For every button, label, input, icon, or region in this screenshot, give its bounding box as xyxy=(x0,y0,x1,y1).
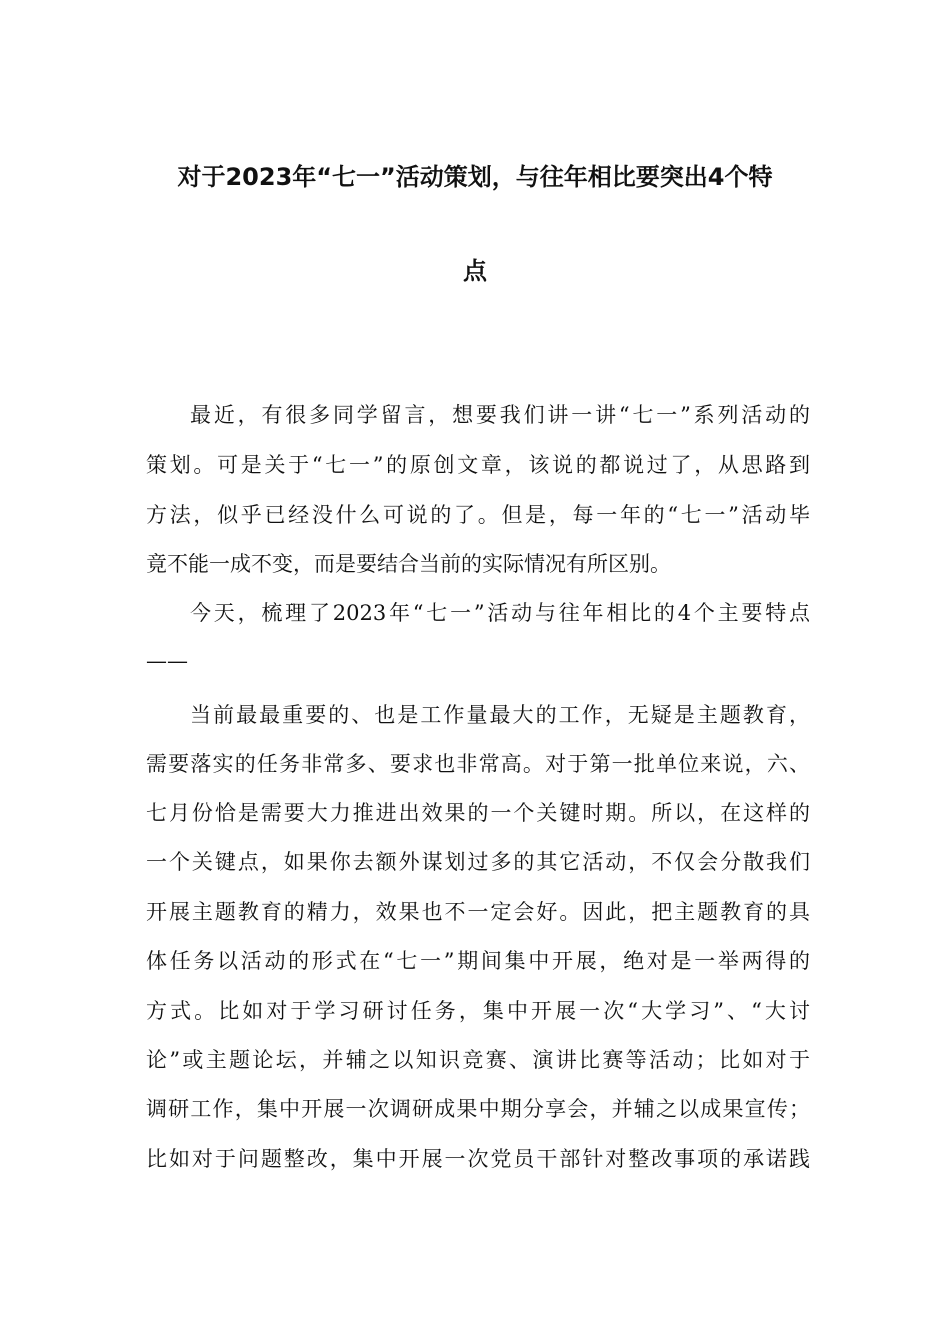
paragraph-line: 今天，梳理了2023年“七一”活动与往年相比的4个主要特点 xyxy=(190,601,810,625)
paragraph-line: 体任务以活动的形式在“七一”期间集中开展，绝对是一举两得的 xyxy=(146,949,810,973)
em-dash-line: —— xyxy=(146,649,188,673)
paragraph-line: 最近，有很多同学留言，想要我们讲一讲“七一”系列活动的 xyxy=(190,403,810,427)
paragraph-line: 竟不能一成不变，而是要结合当前的实际情况有所区别。 xyxy=(146,552,671,576)
paragraph-line: 一个关键点，如果你去额外谋划过多的其它活动，不仅会分散我们 xyxy=(146,850,810,874)
paragraph-line: 策划。可是关于“七一”的原创文章，该说的都说过了，从思路到 xyxy=(146,453,810,477)
paragraph-line: 七月份恰是需要大力推进出效果的一个关键时期。所以，在这样的 xyxy=(146,801,810,825)
paragraph-line: 调研工作，集中开展一次调研成果中期分享会，并辅之以成果宣传； xyxy=(146,1097,810,1121)
document-title-line-1: 对于2023年“七一”活动策划，与往年相比要突出4个特 xyxy=(177,163,773,191)
paragraph-line: 开展主题教育的精力，效果也不一定会好。因此，把主题教育的具 xyxy=(146,900,810,924)
document-title-line-2: 点 xyxy=(463,257,487,285)
paragraph-line: 需要落实的任务非常多、要求也非常高。对于第一批单位来说，六、 xyxy=(146,752,810,776)
paragraph-line: 方法，似乎已经没什么可说的了。但是，每一年的“七一”活动毕 xyxy=(146,503,810,527)
paragraph-line: 方式。比如对于学习研讨任务，集中开展一次“大学习”、“大讨 xyxy=(146,999,810,1023)
paragraph-line: 当前最最重要的、也是工作量最大的工作，无疑是主题教育， xyxy=(190,703,810,727)
paragraph-line: 比如对于问题整改，集中开展一次党员干部针对整改事项的承诺践 xyxy=(146,1147,810,1171)
paragraph-line: 论”或主题论坛，并辅之以知识竞赛、演讲比赛等活动；比如对于 xyxy=(146,1048,810,1072)
